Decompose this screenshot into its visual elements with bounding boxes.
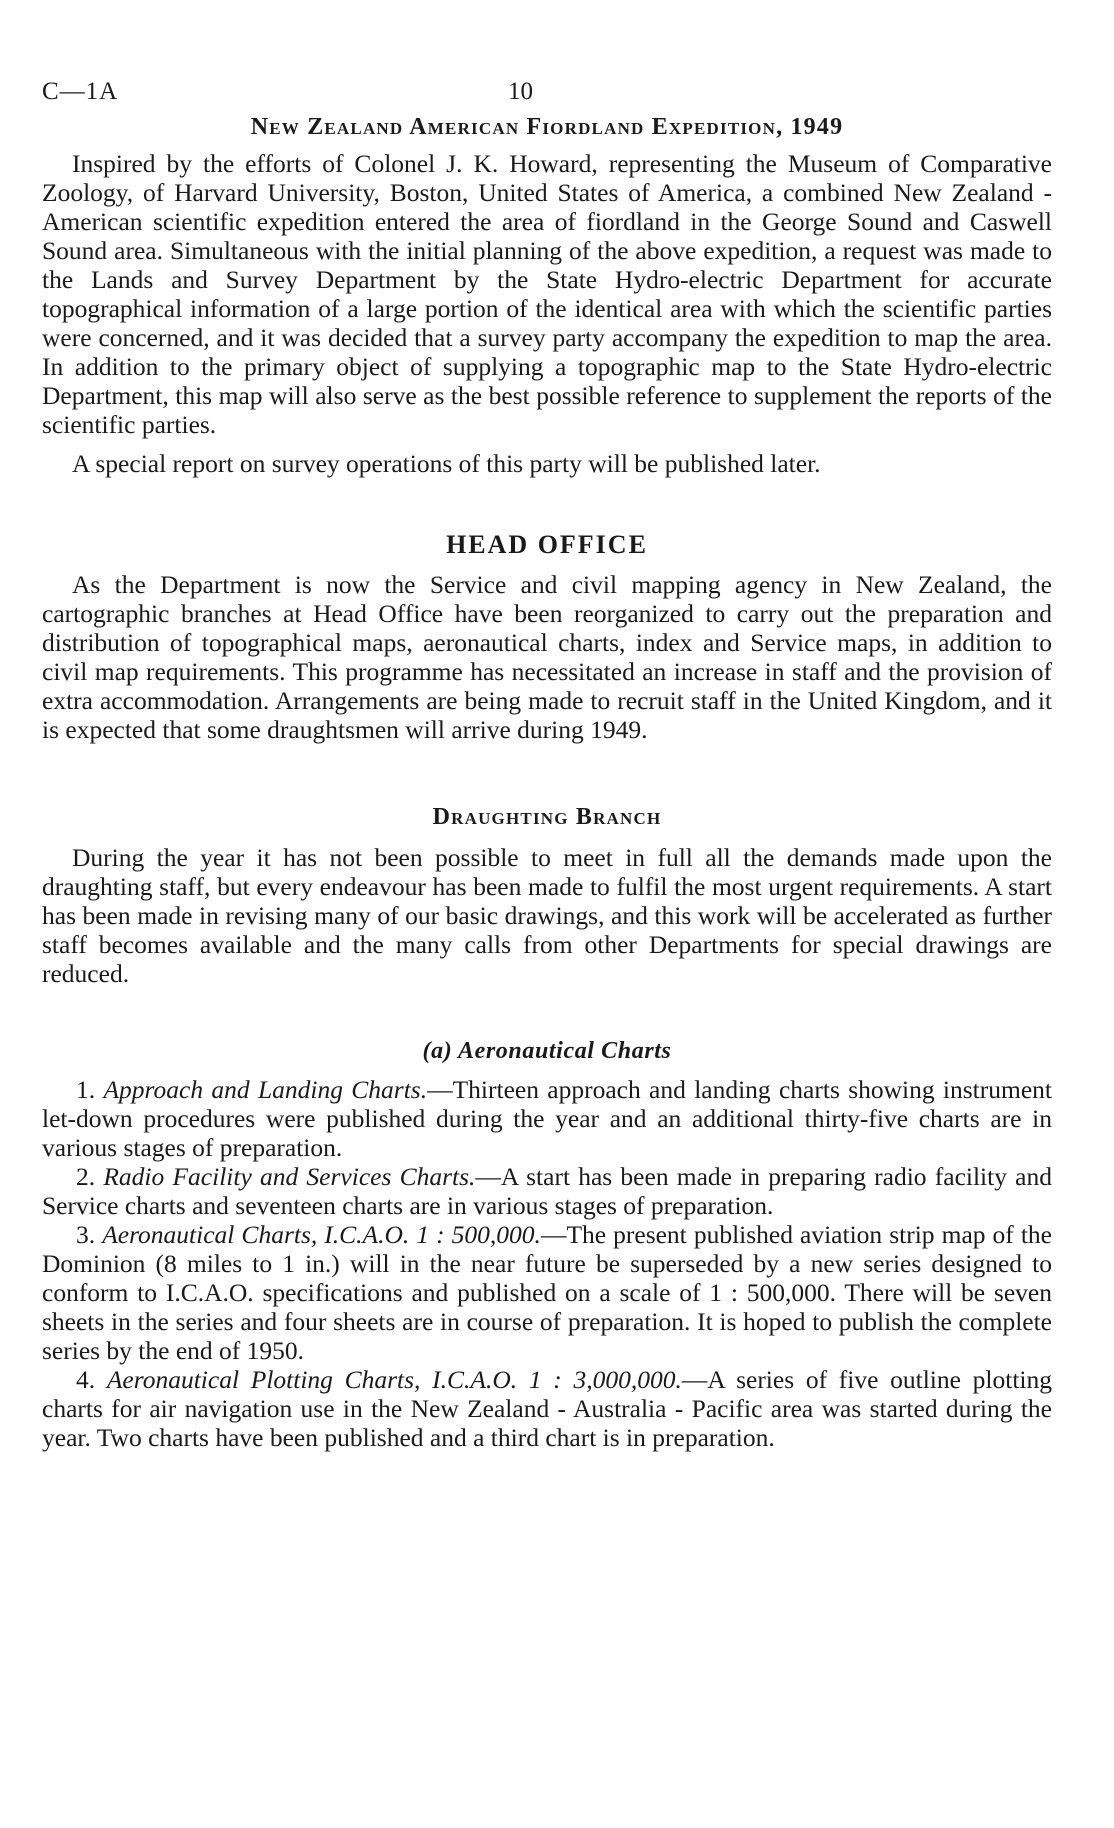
item-number: 1. xyxy=(76,1075,96,1104)
aero-item-2 xyxy=(42,1162,1052,1220)
item-title: Approach and Landing Charts. xyxy=(103,1075,428,1104)
item-number: 4. xyxy=(76,1365,96,1394)
page-number: 10 xyxy=(508,78,533,105)
item-text: —A start has been made in preparing radio facility and Service charts and seventeen charts are in various stages of preparation. xyxy=(42,1162,1053,1220)
item-text: —The present published aviation strip map of the Dominion (8 miles to 1 in.) will in the near future be superseded by a new series designed to conform to I.C.A.O. specifications and published on a scale of 1 : 500,000. There will be seven sheets in the series and four sheets are in course of preparation. It is hoped to publish the complete series by the end of 1950. xyxy=(42,1220,1053,1365)
aeronautical-heading: (a) Aeronautical Charts xyxy=(422,1038,672,1064)
item-title: Aeronautical Plotting Charts, I.C.A.O. 1 : 3,000,000. xyxy=(106,1365,682,1394)
item-text: —Thirteen approach and landing charts showing instrument let-down procedures were published during the year and an additional thirty-five charts are in various stages of preparation. xyxy=(42,1075,1053,1162)
document-reference: C—1A xyxy=(42,78,119,105)
page-header xyxy=(42,0,1052,110)
head-office-heading: HEAD OFFICE xyxy=(446,530,648,559)
aero-item-1 xyxy=(42,1075,1052,1162)
item-number: 3. xyxy=(76,1220,96,1249)
expedition-paragraph: Inspired by the efforts of Colonel J. K. Howard, representing the Museum of Comparative Zoology, of Harvard University, Boston, United States of America, a combined New Zealand - American scientific expedition entered the area of fiordland in the George Sound and Caswell Sound area. Simultaneous with the initial planning of the above expedition, a request was made to the Lands and Survey Department by the State Hydro-electric Department for accurate topographical information of a large portion of the identical area with which the scientific parties were concerned, and it was decided that a survey party accompany the expedition to map the area. In addition to the primary object of supplying a topographic map to the State Hydro-electric Department, this map will also serve as the best possible reference to supplement the reports of the scientific parties. xyxy=(42,149,1052,439)
aero-item-4 xyxy=(42,1365,1052,1452)
head-office-paragraph: As the Department is now the Service and civil mapping agency in New Zealand, the cartographic branches at Head Office have been reorganized to carry out the preparation and distribution of topographical maps, aeronautical charts, index and Service maps, in addition to civil map requirements. This programme has necessitated an increase in staff and the provision of extra accommodation. Arrangements are being made to recruit staff in the United Kingdom, and it is expected that some draughtsmen will arrive during 1949. xyxy=(42,570,1052,744)
item-number: 2. xyxy=(76,1162,96,1191)
expedition-heading: New Zealand American Fiordland Expedition, 1949 xyxy=(250,114,844,140)
expedition-note: A special report on survey operations of this party will be published later. xyxy=(72,449,821,478)
item-title: Radio Facility and Services Charts. xyxy=(103,1162,476,1191)
draughting-heading: Draughting Branch xyxy=(432,804,662,830)
item-title: Aeronautical Charts, I.C.A.O. 1 : 500,000. xyxy=(102,1220,541,1249)
draughting-paragraph: During the year it has not been possible to meet in full all the demands made upon the draughting staff, but every endeavour has been made to fulfil the most urgent requirements. A start has been made in revising many of our basic drawings, and this work will be accelerated as further staff becomes available and the many calls from other Departments for special drawings are reduced. xyxy=(42,843,1052,988)
item-text: —A series of five outline plotting charts for air navigation use in the New Zealand - Australia - Pacific area was started during the year. Two charts have been published and a third chart is in preparation. xyxy=(42,1365,1052,1452)
aero-item-3 xyxy=(42,1220,1052,1365)
